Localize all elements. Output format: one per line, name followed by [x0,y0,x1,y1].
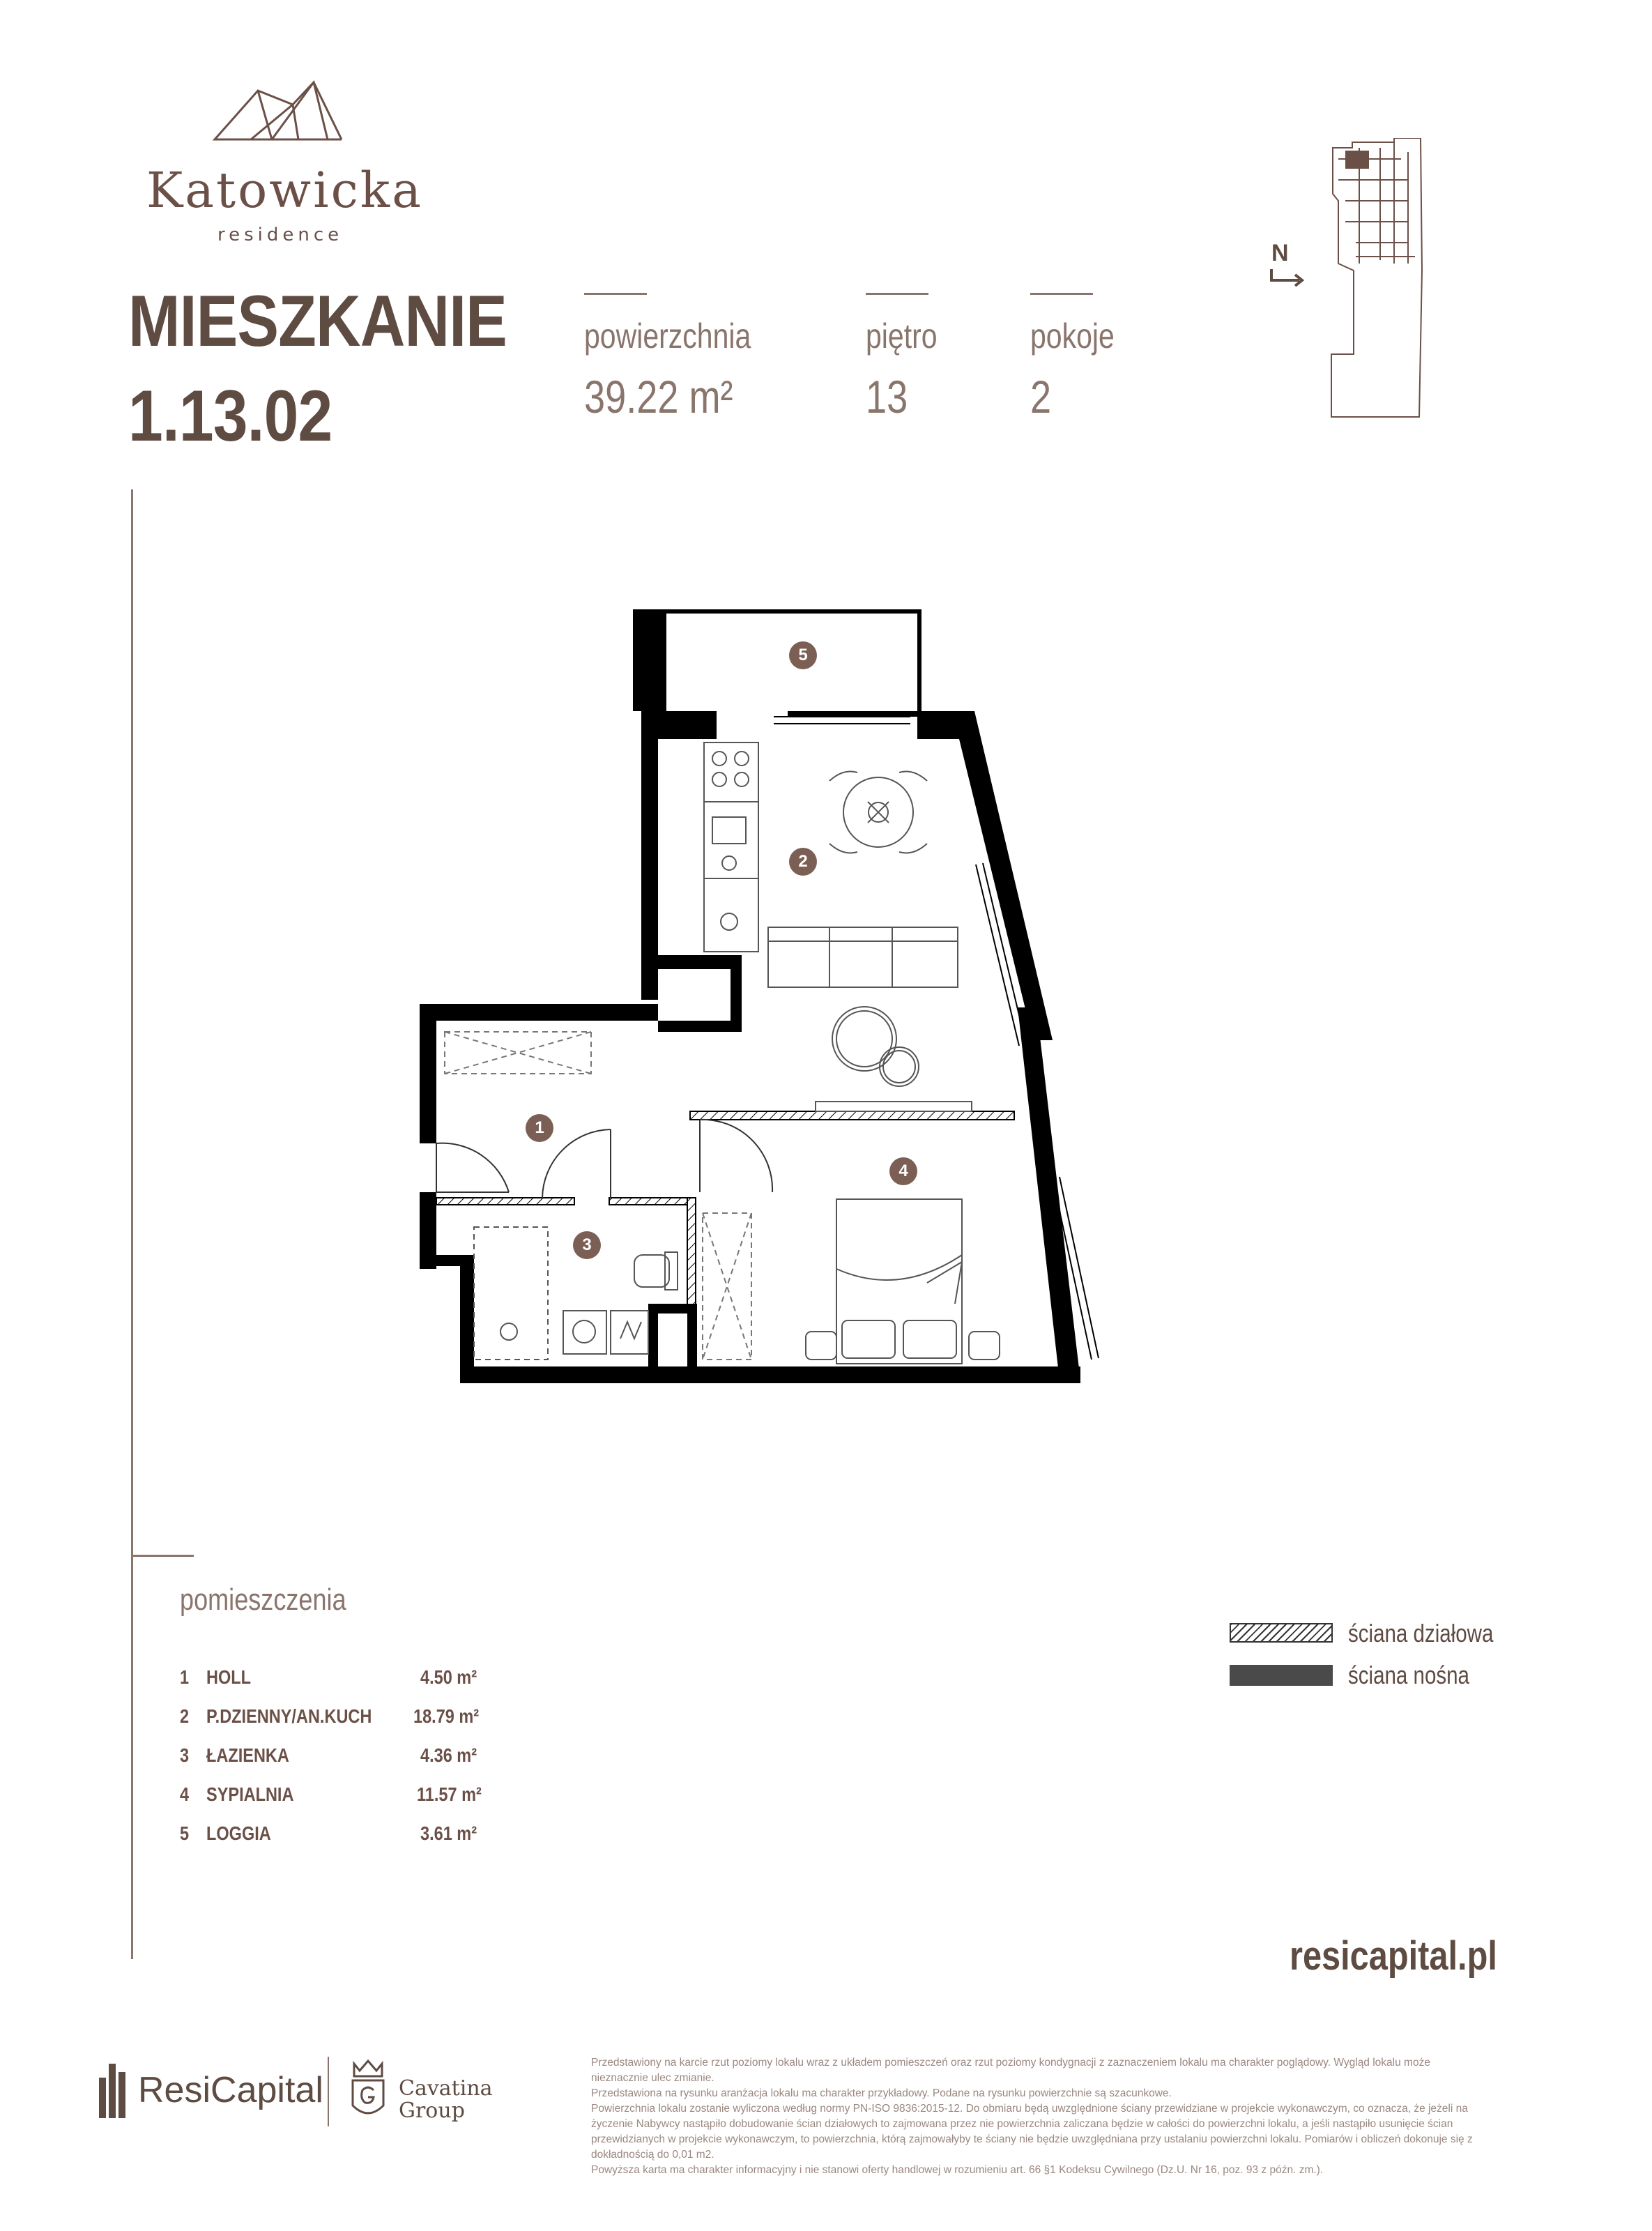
website-link[interactable]: resicapital.pl [1290,1933,1497,1979]
brand-logo [209,77,349,146]
room-area: 4.50 m² [420,1666,477,1688]
room-row [180,1783,500,1811]
stat-value: 2 [1030,371,1052,422]
compass-label: N [1271,240,1289,266]
stat-divider [1030,293,1093,295]
room-marker-4: 4 [889,1157,917,1185]
stat-value: 39.22 m² [584,371,733,422]
disclaimer-paragraph: Przedstawiony na karcie rzut poziomy lokalu wraz z układem pomieszczeń oraz rzut poziomy kondygnacji z zaznaczeniem lokalu ma charakter poglądowy. Wygląd lokalu może nieznacznie ulec zmianie. [591,2057,1430,2084]
room-row [180,1666,500,1694]
stat-divider [584,293,647,295]
floor-plan [411,600,1136,1394]
room-row [180,1744,500,1772]
stat-floor [866,293,953,423]
kitchen-fixtures [704,743,758,952]
bedroom-wardrobe [703,1213,751,1360]
room-name: ŁAZIENKA [206,1744,289,1766]
room-number: 3 [180,1744,190,1766]
resicapital-logo [96,2057,323,2119]
tv-unit [816,1102,972,1111]
compass [1267,240,1309,289]
room-row [180,1822,500,1850]
rooms-heading: pomieszczenia [180,1583,346,1617]
loggia [633,609,921,714]
partition-wall [690,1111,1014,1120]
rooms-divider [131,1555,194,1557]
dining-table [829,772,927,853]
resicapital-name: ResiCapital [138,2070,323,2110]
building-outline-icon [1324,138,1429,424]
cavatina-name-line2: Group [399,2099,465,2123]
legend-label: ściana nośna [1348,1661,1469,1689]
room-name: LOGGIA [206,1822,271,1844]
room-area: 11.57 m² [417,1783,482,1805]
disclaimer-paragraph: Powierzchnia lokalu zostanie wyliczona według normy PN-ISO 9836:2015-12. Do obmiaru będą uwzględnione ściany przewidziane w projekcie wykonawczym, co oznacza, że jeżeli na życzenie Nabywcy nastąpiło dobudowanie ścian działowych to zajmowana przez nie powierzchnia zaliczana będzie w całości do powierzchni lokalu, a jeśli nastąpiło usunięcie ścian przewidzianych w projekcie wykonawczym, to powierzchnia, którą zajmowałyby te ściany nie będzie uwzględniana przy ustalaniu powierzchni lokalu. Pomiarów i obliczeń dokonuje się z dokładnością do 0,01 m2. [591,2103,1473,2161]
building-key-plan [1324,138,1429,424]
room-name: P.DZIENNY/AN.KUCH [206,1705,372,1727]
coffee-tables [832,1007,919,1086]
brand-name: Katowicka [146,162,423,219]
legend-solid-swatch [1230,1665,1333,1686]
stat-label: piętro [866,317,938,356]
cavatina-crest-icon [349,2057,388,2126]
unit-highlight [1345,151,1369,169]
room-area: 4.36 m² [420,1744,477,1766]
partition-wall [436,1198,574,1205]
disclaimer [591,2055,1490,2178]
room-number: 2 [180,1705,190,1727]
disclaimer-paragraph: Powyższa karta ma charakter informacyjny i nie stanowi oferty handlowej w rozumieniu art. 66 §1 Kodeksu Cywilnego (Dz.U. Nr 16, poz. 93 z późn. zm.). [591,2164,1324,2176]
bed [806,1199,1000,1364]
apartment-heading: MIESZKANIE [128,281,507,362]
stat-area [584,293,788,423]
partition-wall [609,1198,687,1205]
room-name: HOLL [206,1666,252,1688]
room-number: 1 [180,1666,190,1688]
apartment-number: 1.13.02 [128,376,332,457]
room-number: 5 [180,1822,190,1844]
outer-walls [420,609,1080,1383]
room-marker-5: 5 [789,641,817,669]
stat-divider [866,293,928,295]
room-name: SYPIALNIA [206,1783,294,1805]
logo-divider [328,2057,329,2126]
room-area: 18.79 m² [413,1705,480,1727]
doors [436,1120,772,1198]
room-marker-3: 3 [573,1231,601,1259]
partition-wall [687,1198,696,1309]
cavatina-name-line1: Cavatina [399,2076,493,2101]
room-row [180,1705,500,1733]
cavatina-logo [349,2057,516,2126]
brand-subtitle: residence [217,224,344,245]
resicapital-mark-icon [96,2057,131,2119]
stat-rooms [1030,293,1133,423]
north-arrow-icon [1267,266,1309,287]
legend [1230,1619,1522,1696]
hall-wardrobe [445,1032,591,1074]
mountain-logo-icon [209,77,349,146]
legend-hatched-swatch [1230,1623,1333,1643]
room-number: 4 [180,1783,190,1805]
room-area: 3.61 m² [420,1822,477,1844]
stat-label: pokoje [1030,317,1115,356]
floor-plan-drawing [411,600,1136,1394]
left-vertical-rule [131,489,133,1959]
stat-label: powierzchnia [584,317,751,356]
room-marker-1: 1 [526,1114,553,1142]
legend-label: ściana działowa [1348,1619,1494,1647]
sofa [768,927,958,987]
disclaimer-paragraph: Przedstawiona na rysunku aranżacja lokalu ma charakter przykładowy. Podane na rysunku powierzchnie są szacunkowe. [591,2087,1172,2099]
stat-value: 13 [866,371,908,422]
room-marker-2: 2 [789,848,817,876]
